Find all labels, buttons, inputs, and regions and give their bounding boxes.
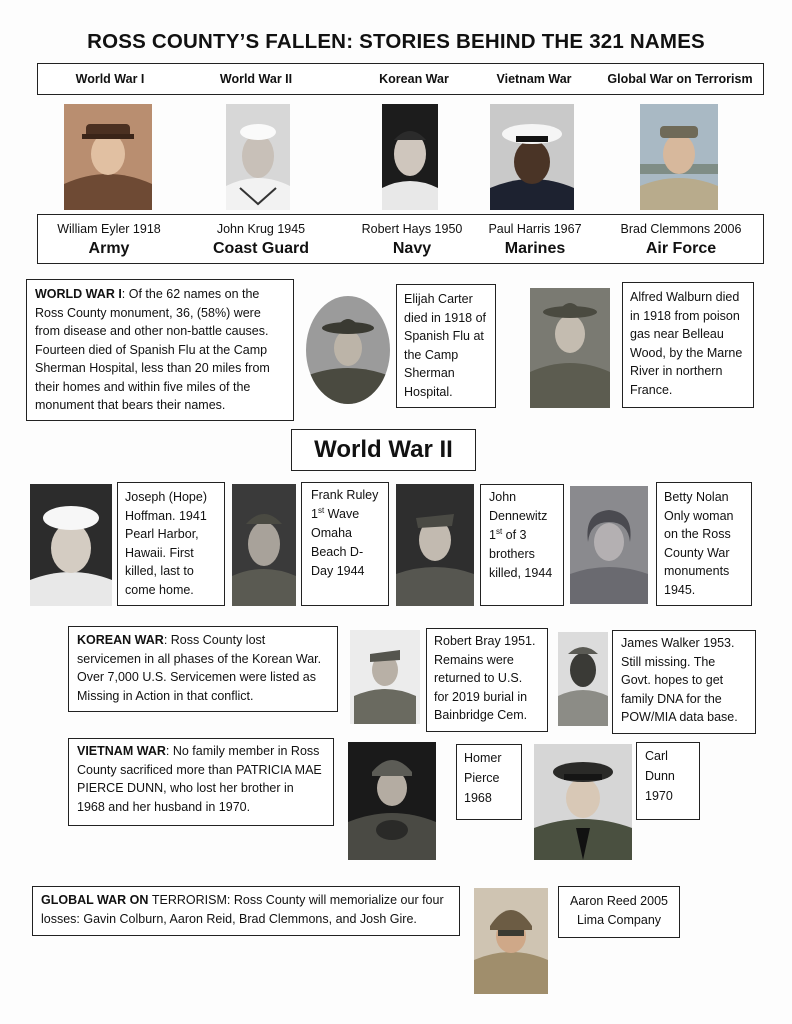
portrait-walker xyxy=(558,632,608,726)
nolan-caption xyxy=(656,482,752,606)
featured-branch-eyler: Army xyxy=(88,240,130,257)
war-label-vietnam: Vietnam War xyxy=(496,72,572,86)
war-label-ww1: World War I xyxy=(75,72,145,86)
featured-name-clemmons: Brad Clemmons 2006 xyxy=(620,222,742,236)
bray-text: Robert Bray 1951. Remains were returned to U.S. for 2019 burial in Bainbridge Cem. xyxy=(434,634,536,722)
featured-branch-clemmons: Air Force xyxy=(645,240,717,257)
ww2-heading: World War II xyxy=(291,429,476,471)
portrait-hays xyxy=(382,104,438,210)
featured-branch-krug: Coast Guard xyxy=(212,240,309,257)
hoffman-caption xyxy=(117,482,225,606)
reed-text: Aaron Reed 2005 Lima Company xyxy=(570,894,668,927)
ruley-text-b: 1 xyxy=(311,507,318,521)
featured-branch-hays: Navy xyxy=(392,240,432,257)
korea-lead: KOREAN WAR xyxy=(77,633,164,647)
gwot-text: TERRORISM: Ross County will memorialize our four losses: Gavin Colburn, Aaron Reid, Brad Clemmons, and Josh Gire. xyxy=(41,893,444,926)
reed-caption xyxy=(558,886,680,938)
portrait-eyler xyxy=(64,104,152,210)
dennewitz-text-a: John Dennewitz xyxy=(489,490,548,523)
featured-name-krug: John Krug 1945 xyxy=(216,222,306,236)
portrait-dennewitz xyxy=(396,484,474,606)
war-label-korea: Korean War xyxy=(379,72,449,86)
dennewitz-text-c: st xyxy=(495,526,503,536)
walburn-text: Alfred Walburn died in 1918 from poison gas near Belleau Wood, by the Marne River in northern France. xyxy=(630,290,743,397)
pierce-caption xyxy=(456,744,522,820)
dennewitz-caption xyxy=(480,484,564,606)
ruley-text-c: st xyxy=(317,505,325,515)
vietnam-text: : No family member in Ross County sacrificed more than PATRICIA MAE PIERCE DUNN, who lost her brother in 1968 and her husband in 1970. xyxy=(77,744,322,814)
nolan-text: Betty Nolan Only woman on the Ross County War monuments 1945. xyxy=(664,490,734,597)
war-label-gwot: Global War on Terrorism xyxy=(607,72,753,86)
portrait-krug xyxy=(226,104,290,210)
portrait-bray xyxy=(350,630,420,724)
vietnam-lead: VIETNAM WAR xyxy=(77,744,166,758)
portrait-nolan xyxy=(570,486,648,604)
pierce-text: Homer Pierce 1968 xyxy=(464,751,502,805)
ruley-caption xyxy=(301,482,389,606)
ruley-text-a: Frank Ruley xyxy=(311,488,379,502)
portrait-walburn xyxy=(530,288,610,408)
featured-name-eyler: William Eyler 1918 xyxy=(57,222,161,236)
portrait-pierce xyxy=(348,742,436,860)
portrait-ruley xyxy=(232,484,296,606)
dunn-caption xyxy=(636,742,700,820)
walker-text: James Walker 1953. Still missing. The Govt. hopes to get family DNA for the POW/MIA data base. xyxy=(621,636,738,724)
dennewitz-text-d: of 3 brothers killed, 1944 xyxy=(489,528,553,580)
walburn-caption xyxy=(622,282,754,408)
walker-caption xyxy=(612,630,756,734)
portrait-carter xyxy=(306,296,390,404)
featured-name-hays: Robert Hays 1950 xyxy=(361,222,463,236)
ww1-text: : Of the 62 names on the Ross County monument, 36, (58%) were from disease and other non-battle causes. Fourteen died of Spanish Flu at the Camp Sherman Hospital, less than 20 miles from their homes and within five miles of the monument that bears their names. xyxy=(35,287,270,412)
korea-text: : Ross County lost servicemen in all phases of the Korean War. Over 7,000 U.S. Servicemen were listed as Missing in Action in that conflict. xyxy=(77,633,322,703)
ruley-text-d: Wave Omaha Beach D-Day 1944 xyxy=(311,507,365,578)
ww1-summary xyxy=(26,279,294,421)
portrait-clemmons xyxy=(640,104,718,210)
featured-name-harris: Paul Harris 1967 xyxy=(488,222,582,236)
portrait-hoffman xyxy=(30,484,112,606)
portrait-dunn xyxy=(534,744,632,860)
carter-caption xyxy=(396,284,496,408)
carter-text: Elijah Carter died in 1918 of Spanish Flu at the Camp Sherman Hospital. xyxy=(404,292,487,399)
vietnam-summary xyxy=(68,738,334,826)
bray-caption xyxy=(426,628,548,732)
korea-summary xyxy=(68,626,338,712)
gwot-lead: GLOBAL WAR ON xyxy=(41,893,152,907)
page-title: ROSS COUNTY’S FALLEN: STORIES BEHIND THE 321 NAMES xyxy=(87,30,705,53)
hoffman-text: Joseph (Hope) Hoffman. 1941 Pearl Harbor, Hawaii. First killed, last to come home. xyxy=(125,490,207,597)
ww1-lead: WORLD WAR I xyxy=(35,287,122,301)
gwot-summary xyxy=(32,886,460,936)
dennewitz-text-b: 1 xyxy=(489,528,496,542)
dunn-text: Carl Dunn 1970 xyxy=(645,749,675,803)
featured-branch-harris: Marines xyxy=(504,240,566,257)
war-label-ww2: World War II xyxy=(219,72,293,86)
portrait-harris xyxy=(490,104,574,210)
portrait-reed xyxy=(474,888,548,994)
